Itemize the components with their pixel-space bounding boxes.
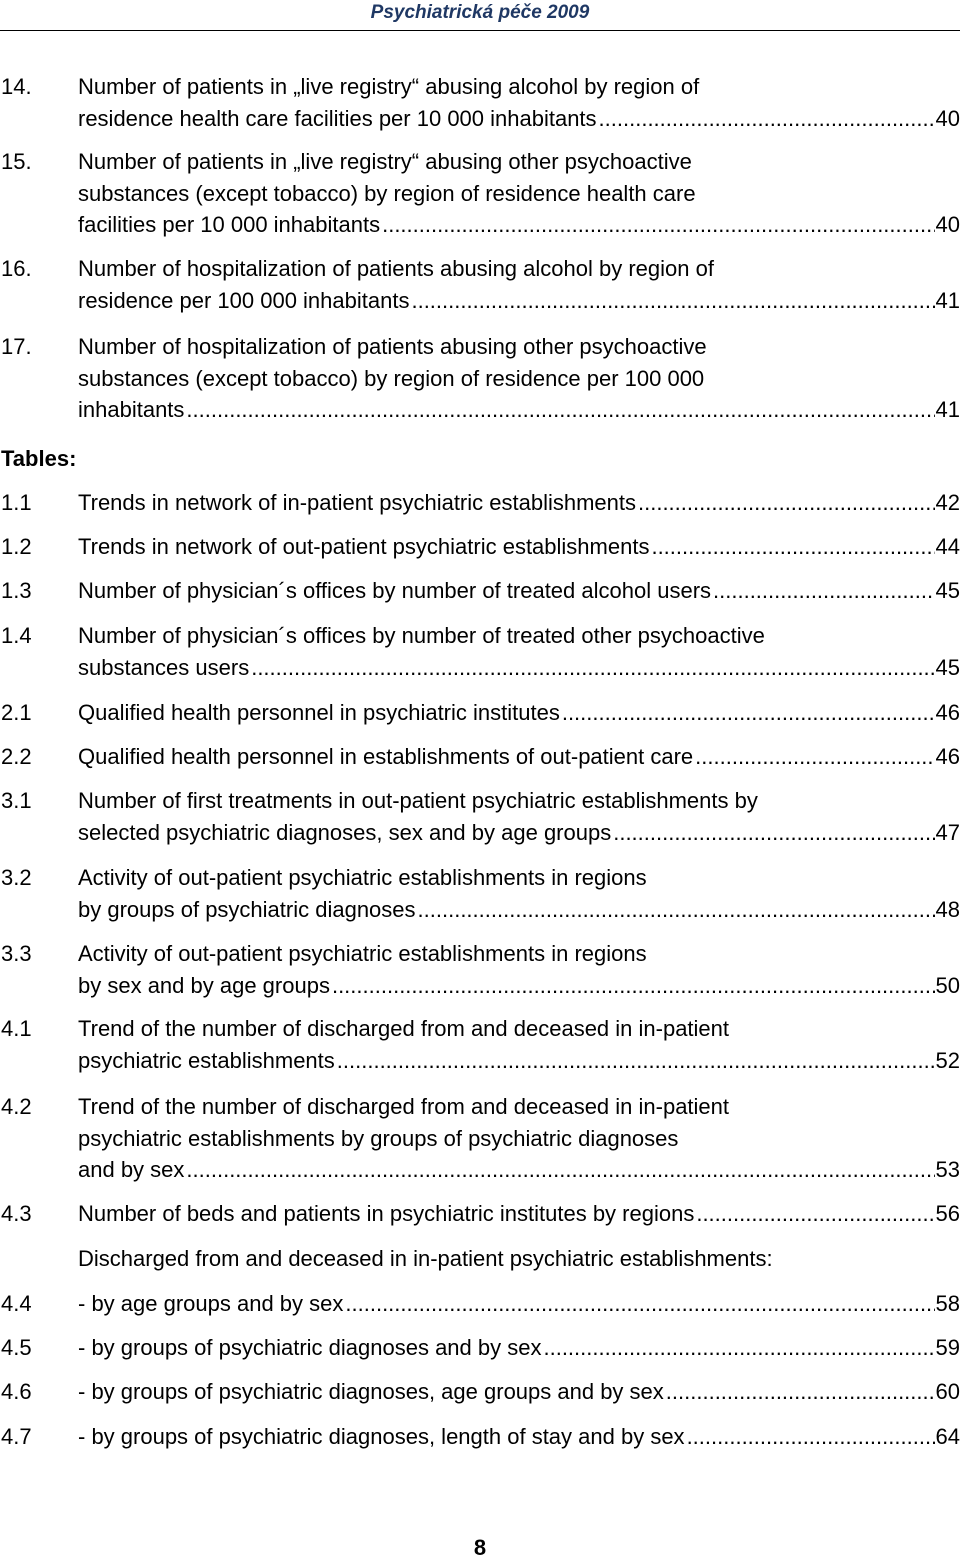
toc-page-number: 53 — [935, 1157, 960, 1182]
toc-entry-title: residence health care facilities per 10 000 inhabitants — [78, 105, 597, 131]
toc-entry-title: selected psychiatric diagnoses, sex and by age groups — [78, 819, 612, 845]
toc-entry-title: psychiatric establishments — [78, 1047, 335, 1073]
toc-entry-title: - by groups of psychiatric diagnoses, age groups and by sex — [78, 1379, 664, 1404]
toc-page-number: 59 — [935, 1335, 960, 1360]
toc-entry-title: Number of patients in „live registry“ abusing alcohol by region of — [78, 74, 700, 99]
toc-page-number: 42 — [935, 490, 960, 515]
toc-entry-number: 1.3 — [1, 578, 32, 603]
toc-entry-number: 1.2 — [1, 534, 32, 559]
toc-entry-title: and by sex — [78, 1157, 185, 1182]
toc-entry-title: Number of physician´s offices by number of treated other psychoactive — [78, 623, 765, 648]
toc-entry-title: Activity of out-patient psychiatric establishments in regions — [78, 865, 647, 890]
toc-page-number: 56 — [935, 1201, 960, 1226]
toc-entry-number: 3.1 — [1, 788, 32, 813]
toc-entry-title: substances (except tobacco) by region of residence health care — [78, 180, 696, 206]
toc-entry-number: 14. — [1, 74, 32, 99]
toc-entry-title: Trend of the number of discharged from and deceased in in-patient — [78, 1094, 730, 1119]
dot-leader — [418, 894, 935, 926]
toc-entry-title: by groups of psychiatric diagnoses — [78, 896, 416, 922]
header-divider — [0, 30, 960, 31]
toc-entry-title: psychiatric establishments by groups of psychiatric diagnoses — [78, 1125, 679, 1151]
toc-entry-number: 15. — [1, 149, 32, 174]
page-number: 8 — [473, 1535, 487, 1560]
dot-leader — [613, 817, 934, 849]
toc-entry-number: 4.7 — [1, 1424, 32, 1449]
toc-page-number: 44 — [935, 534, 960, 559]
dot-leader — [543, 1332, 934, 1364]
toc-entry-title: - by groups of psychiatric diagnoses and by sex — [78, 1335, 542, 1360]
toc-entry-title: Trends in network of out-patient psychiatric establishments — [78, 534, 650, 559]
dot-leader — [345, 1288, 934, 1320]
toc-entry-title: - by groups of psychiatric diagnoses, length of stay and by sex — [78, 1424, 685, 1449]
toc-entry-title: Number of physician´s offices by number of treated alcohol users — [78, 578, 712, 603]
toc-entry-title: Trend of the number of discharged from and deceased in in-patient — [78, 1016, 730, 1041]
toc-entry-title: Number of beds and patients in psychiatric institutes by regions — [78, 1201, 695, 1226]
dot-leader — [713, 575, 935, 607]
toc-entry-number: 2.2 — [1, 744, 32, 769]
toc-page-number: 46 — [935, 744, 960, 769]
toc-page-number: 47 — [935, 819, 960, 845]
toc-entry-title: facilities per 10 000 inhabitants — [78, 212, 381, 237]
dot-leader — [411, 285, 934, 317]
toc-entry-title: by sex and by age groups — [78, 972, 330, 998]
toc-entry-title: Activity of out-patient psychiatric establishments in regions — [78, 941, 647, 966]
toc-page-number: 41 — [935, 287, 960, 313]
dot-leader — [651, 531, 934, 563]
toc-entry-number: 2.1 — [1, 700, 32, 725]
dot-leader — [186, 1154, 934, 1186]
toc-page-number: 52 — [935, 1047, 960, 1073]
toc-page-number: 50 — [935, 972, 960, 998]
toc-entry-title: - by age groups and by sex — [78, 1291, 344, 1316]
toc-entry-title: Qualified health personnel in psychiatric institutes — [78, 700, 560, 725]
toc-page-number: 45 — [935, 578, 960, 603]
toc-entry-title: Number of hospitalization of patients abusing alcohol by region of — [78, 256, 714, 281]
toc-entry-number: 4.6 — [1, 1379, 32, 1404]
dot-leader — [638, 487, 935, 519]
toc-entry-number: 4.5 — [1, 1335, 32, 1360]
dot-leader — [186, 394, 934, 426]
toc-entry-title: substances (except tobacco) by region of residence per 100 000 — [78, 365, 705, 391]
toc-entry-number: 4.1 — [1, 1016, 32, 1041]
toc-entry-title: Qualified health personnel in establishments of out-patient care — [78, 744, 694, 769]
toc-entry-number: 4.4 — [1, 1291, 32, 1316]
dot-leader — [382, 209, 934, 241]
toc-page-number: 64 — [935, 1424, 960, 1449]
toc-page-number: 40 — [935, 105, 960, 131]
toc-page-number: 58 — [935, 1291, 960, 1316]
dot-leader — [687, 1421, 935, 1453]
toc-page-number: 48 — [935, 896, 960, 922]
toc-entry-number: 1.4 — [1, 623, 32, 648]
toc-page-number: 41 — [935, 397, 960, 422]
dot-leader — [695, 741, 934, 773]
dot-leader — [599, 103, 935, 135]
toc-entry-number: 1.1 — [1, 490, 32, 515]
toc-entry-title: residence per 100 000 inhabitants — [78, 287, 410, 313]
subsection-heading: Discharged from and deceased in in-patient psychiatric establishments: — [78, 1246, 773, 1271]
toc-entry-number: 3.2 — [1, 865, 32, 890]
toc-page-number: 60 — [935, 1379, 960, 1404]
toc-entry-title: substances users — [78, 654, 250, 680]
dot-leader — [251, 652, 934, 684]
toc-entry-number: 3.3 — [1, 941, 32, 966]
dot-leader — [337, 1045, 935, 1077]
toc-entry-number: 4.3 — [1, 1201, 32, 1226]
toc-entry-title: Number of first treatments in out-patient psychiatric establishments by — [78, 788, 758, 813]
toc-entry-title: Number of patients in „live registry“ abusing other psychoactive — [78, 149, 692, 174]
toc-entry-title: inhabitants — [78, 397, 185, 422]
toc-entry-title: Number of hospitalization of patients abusing other psychoactive — [78, 334, 707, 359]
toc-page-number: 46 — [935, 700, 960, 725]
toc-entry-title: Trends in network of in-patient psychiatric establishments — [78, 490, 636, 515]
toc-page-number: 40 — [935, 212, 960, 237]
dot-leader — [332, 970, 935, 1002]
dot-leader — [696, 1198, 934, 1230]
toc-page-number: 45 — [935, 654, 960, 680]
toc-entry-number: 17. — [1, 334, 32, 359]
running-header: Psychiatrická péče 2009 — [370, 2, 590, 23]
tables-heading: Tables: — [1, 446, 77, 471]
toc-entry-number: 4.2 — [1, 1094, 32, 1119]
toc-entry-number: 16. — [1, 256, 32, 281]
dot-leader — [666, 1376, 935, 1408]
dot-leader — [562, 697, 935, 729]
